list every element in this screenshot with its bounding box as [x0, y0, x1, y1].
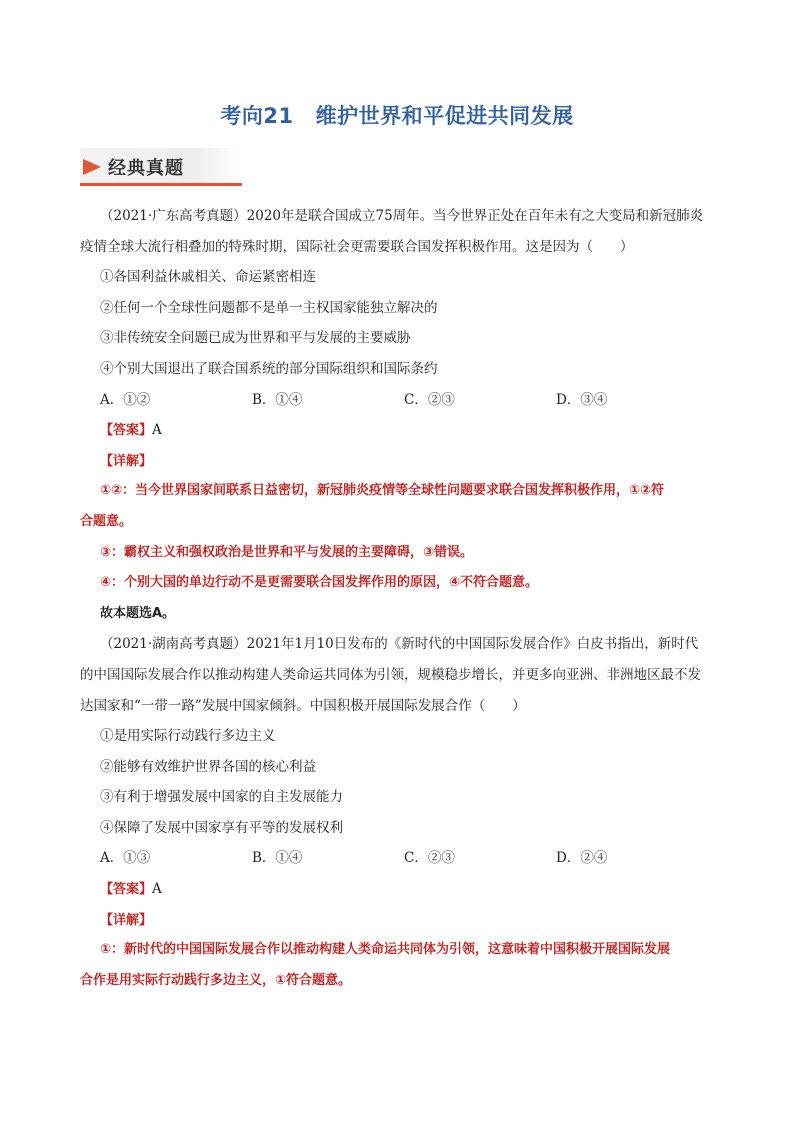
question-2-item-2: ②能够有效维护世界各国的核心利益	[100, 758, 316, 775]
question-1-item-3: ③非传统安全问题已成为世界和平与发展的主要威胁	[100, 330, 411, 347]
question-2-explanation-1-cont: 合作是用实际行动践行多边主义，①符合题意。	[80, 972, 352, 988]
question-2-item-1: ①是用实际行动践行多边主义	[100, 728, 276, 745]
question-2-item-3: ③有利于增强发展中国家的自主发展能力	[100, 789, 343, 806]
question-1-detail-heading	[80, 446, 724, 477]
question-1-stem-line-2: 疫情全球大流行相叠加的特殊时期，国际社会更需要联合国发挥积极作用。这是因为（ ）	[80, 238, 634, 255]
detail-label: 【详解】	[100, 912, 153, 928]
question-2-stem-line-2: 的中国国际发展合作以推动构建人类命运共同体为引领，规模稳步增长，并更多向亚洲、非洲地区最不发	[80, 666, 701, 683]
question-1-explanation-2: ③：霸权主义和强权政治是世界和平与发展的主要障碍，③错误。	[100, 544, 474, 560]
section-label: 经典真题	[108, 158, 184, 179]
question-1-explanation-3: ④：个别大国的单边行动不是更需要联合国发挥作用的原因，④不符合题意。	[100, 575, 539, 591]
question-2-answer	[80, 874, 724, 905]
answer-value: A	[152, 422, 162, 439]
option-a: A．①③	[100, 850, 151, 867]
question-1-stem-line-1: （2021·广东高考真题）2020年是联合国成立75周年。当今世界正处在百年未有之大变局和新冠肺炎	[100, 208, 704, 224]
option-a: A．①②	[100, 391, 151, 408]
question-1-answer	[80, 415, 724, 446]
question-1-explanation-1: ①②：当今世界国家间联系日益密切，新冠肺炎疫情等全球性问题要求联合国发挥积极作用，①②符	[100, 483, 665, 499]
option-d: D．②④	[556, 850, 608, 867]
question-2-item-4: ④保障了发展中国家享有平等的发展权利	[100, 819, 343, 836]
page-title	[0, 100, 794, 130]
topic-title: 维护世界和平促进共同发展	[315, 104, 574, 128]
question-1-item-1: ①各国利益休戚相关、命运紧密相连	[100, 269, 316, 286]
question-1-item-2: ②任何一个全球性问题都不是单一主权国家能独立解决的	[100, 299, 438, 316]
topic-number: 考向21	[220, 104, 294, 128]
question-1-explanation-1-cont: 合题意。	[80, 513, 133, 529]
option-b: B．①④	[252, 850, 303, 867]
option-c: C．②③	[404, 850, 455, 867]
section-underline	[80, 183, 242, 186]
questions-content	[80, 201, 724, 996]
question-1-options	[80, 385, 724, 416]
section-banner	[80, 148, 242, 186]
question-2-stem-line-3: 达国家和“一带一路”发展中国家倾斜。中国积极开展国际发展合作（ ）	[80, 697, 526, 714]
question-1-conclusion: 故本题选A。	[100, 605, 176, 621]
question-2-options	[80, 843, 724, 874]
answer-label: 【答案】	[100, 423, 153, 439]
option-d: D．③④	[556, 391, 608, 408]
option-b: B．①④	[252, 391, 303, 408]
answer-label: 【答案】	[100, 882, 153, 898]
question-2-stem-line-1: （2021·湖南高考真题）2021年1月10日发布的《新时代的中国国际发展合作》白皮书指出，新时代	[100, 636, 699, 653]
question-2-detail-heading	[80, 905, 724, 936]
question-2-explanation-1: ①：新时代的中国国际发展合作以推动构建人类命运共同体为引领，这意味着中国积极开展国际发展	[100, 942, 671, 958]
option-c: C．②③	[404, 391, 455, 408]
detail-label: 【详解】	[100, 453, 153, 469]
question-1-item-4: ④个别大国退出了联合国系统的部分国际组织和国际条约	[100, 360, 438, 377]
arrow-right-icon	[83, 159, 101, 175]
answer-value: A	[152, 881, 162, 898]
